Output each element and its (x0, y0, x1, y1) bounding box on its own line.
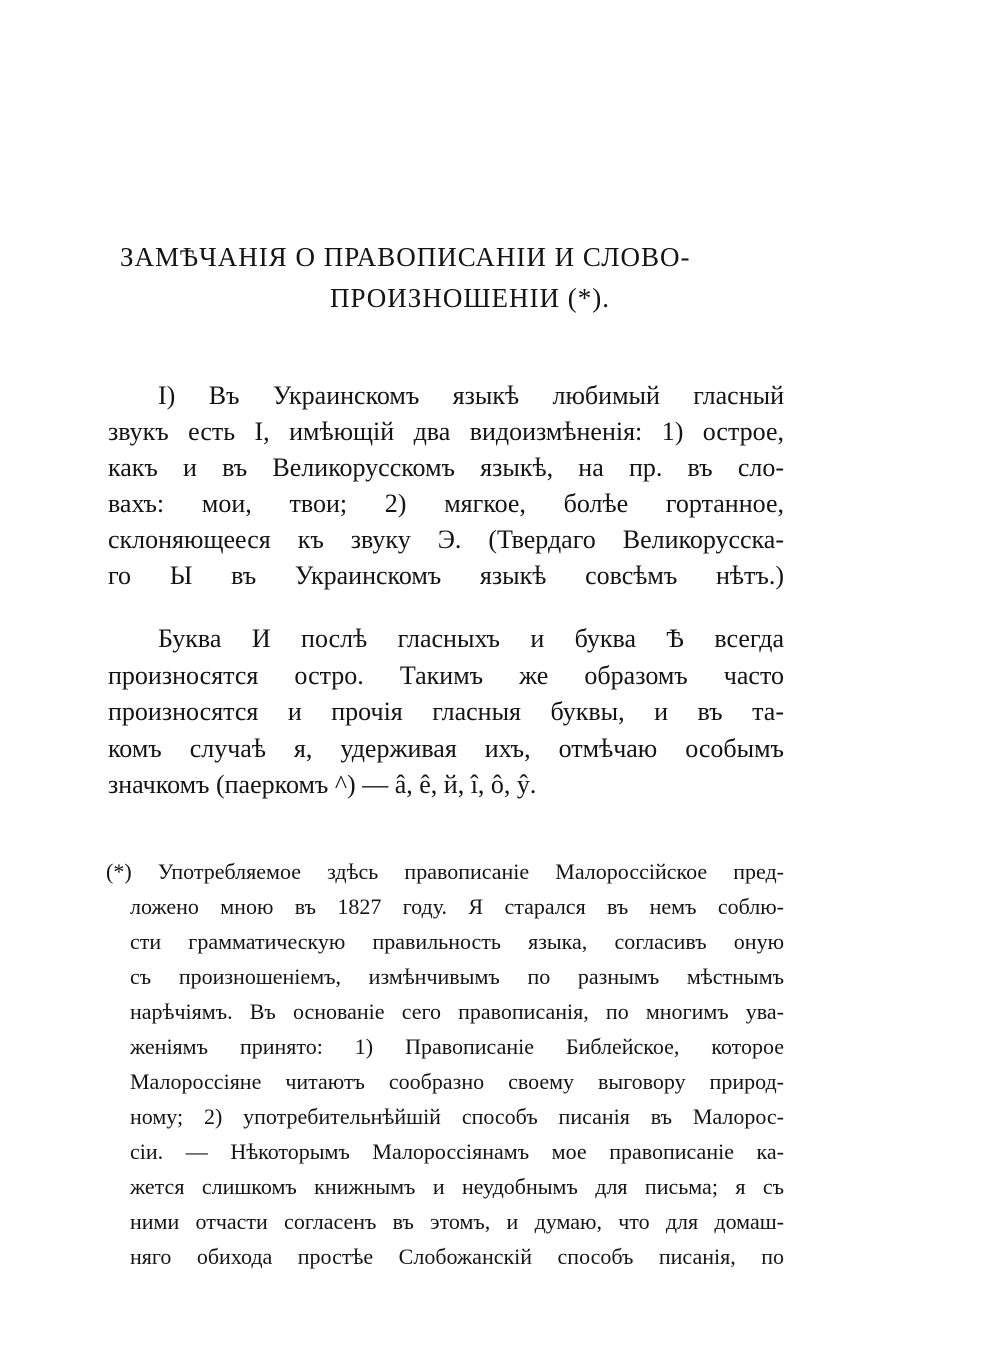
footnote-line: женіямъ принято: 1) Правописаніе Библейское, которое (130, 1034, 784, 1059)
footnote-line: ложено мною въ 1827 году. Я старался въ немъ соблю- (130, 894, 784, 919)
footnote-line: нарѣчіямъ. Въ основаніе сего правописанія, по многимъ ува- (130, 999, 784, 1024)
page-title-line-2: ПРОИЗНОШЕНІИ (*). (329, 283, 611, 313)
paragraph-1-line: го Ы въ Украинскомъ языкѣ совсѣмъ нѣтъ.) (108, 561, 784, 590)
footnote-line: съ произношеніемъ, измѣнчивымъ по разнымъ мѣстнымъ (130, 964, 784, 989)
paragraph-1-line: склоняющееся къ звуку Э. (Твердаго Великорусска- (108, 525, 784, 554)
paragraph-1-line: вахъ: мои, твои; 2) мягкое, болѣе гортанное, (108, 489, 784, 518)
footnote-line: Малороссіяне читаютъ сообразно своему выговору природ- (130, 1069, 784, 1094)
paragraph-1-line: I) Въ Украинскомъ языкѣ любимый гласный (158, 381, 784, 410)
footnote-line: сти грамматическую правильность языка, согласивъ оную (130, 929, 784, 954)
paragraph-1-line: звукъ есть І, имѣющій два видоизмѣненія: 1) острое, (108, 417, 784, 446)
footnote-line: жется слишкомъ книжнымъ и неудобнымъ для письма; я съ (130, 1174, 784, 1199)
paragraph-2-line: комъ случаѣ я, удерживая ихъ, отмѣчаю особымъ (108, 734, 784, 763)
paragraph-1-line: какъ и въ Великорусскомъ языкѣ, на пр. въ сло- (108, 453, 784, 482)
footnote-line: няго обихода простѣе Слобожанскій способъ писанія, по (130, 1244, 784, 1269)
paragraph-2-line: Буква И послѣ гласныхъ и буква Ѣ всегда (158, 624, 784, 653)
footnote-line: ному; 2) употребительнѣйшій способъ писанія въ Малорос- (130, 1104, 784, 1129)
paragraph-2-line: произносятся остро. Такимъ же образомъ часто (108, 661, 784, 690)
paragraph-2-line: значкомъ (паеркомъ ^) — â, ê, й, î, ô, ŷ. (108, 770, 537, 799)
page-title-line-1: ЗАМѢЧАНІЯ О ПРАВОПИСАНІИ И СЛОВО- (120, 242, 691, 272)
footnote-line: (*) Употребляемое здѣсь правописаніе Малороссійское пред- (106, 859, 784, 884)
footnote-line: ними отчасти согласенъ въ этомъ, и думаю, что для домаш- (130, 1209, 784, 1234)
paragraph-2-line: произносятся и прочія гласныя буквы, и въ та- (108, 697, 784, 726)
footnote-line: сіи. — Нѣкоторымъ Малороссіянамъ мое правописаніе ка- (130, 1139, 784, 1164)
